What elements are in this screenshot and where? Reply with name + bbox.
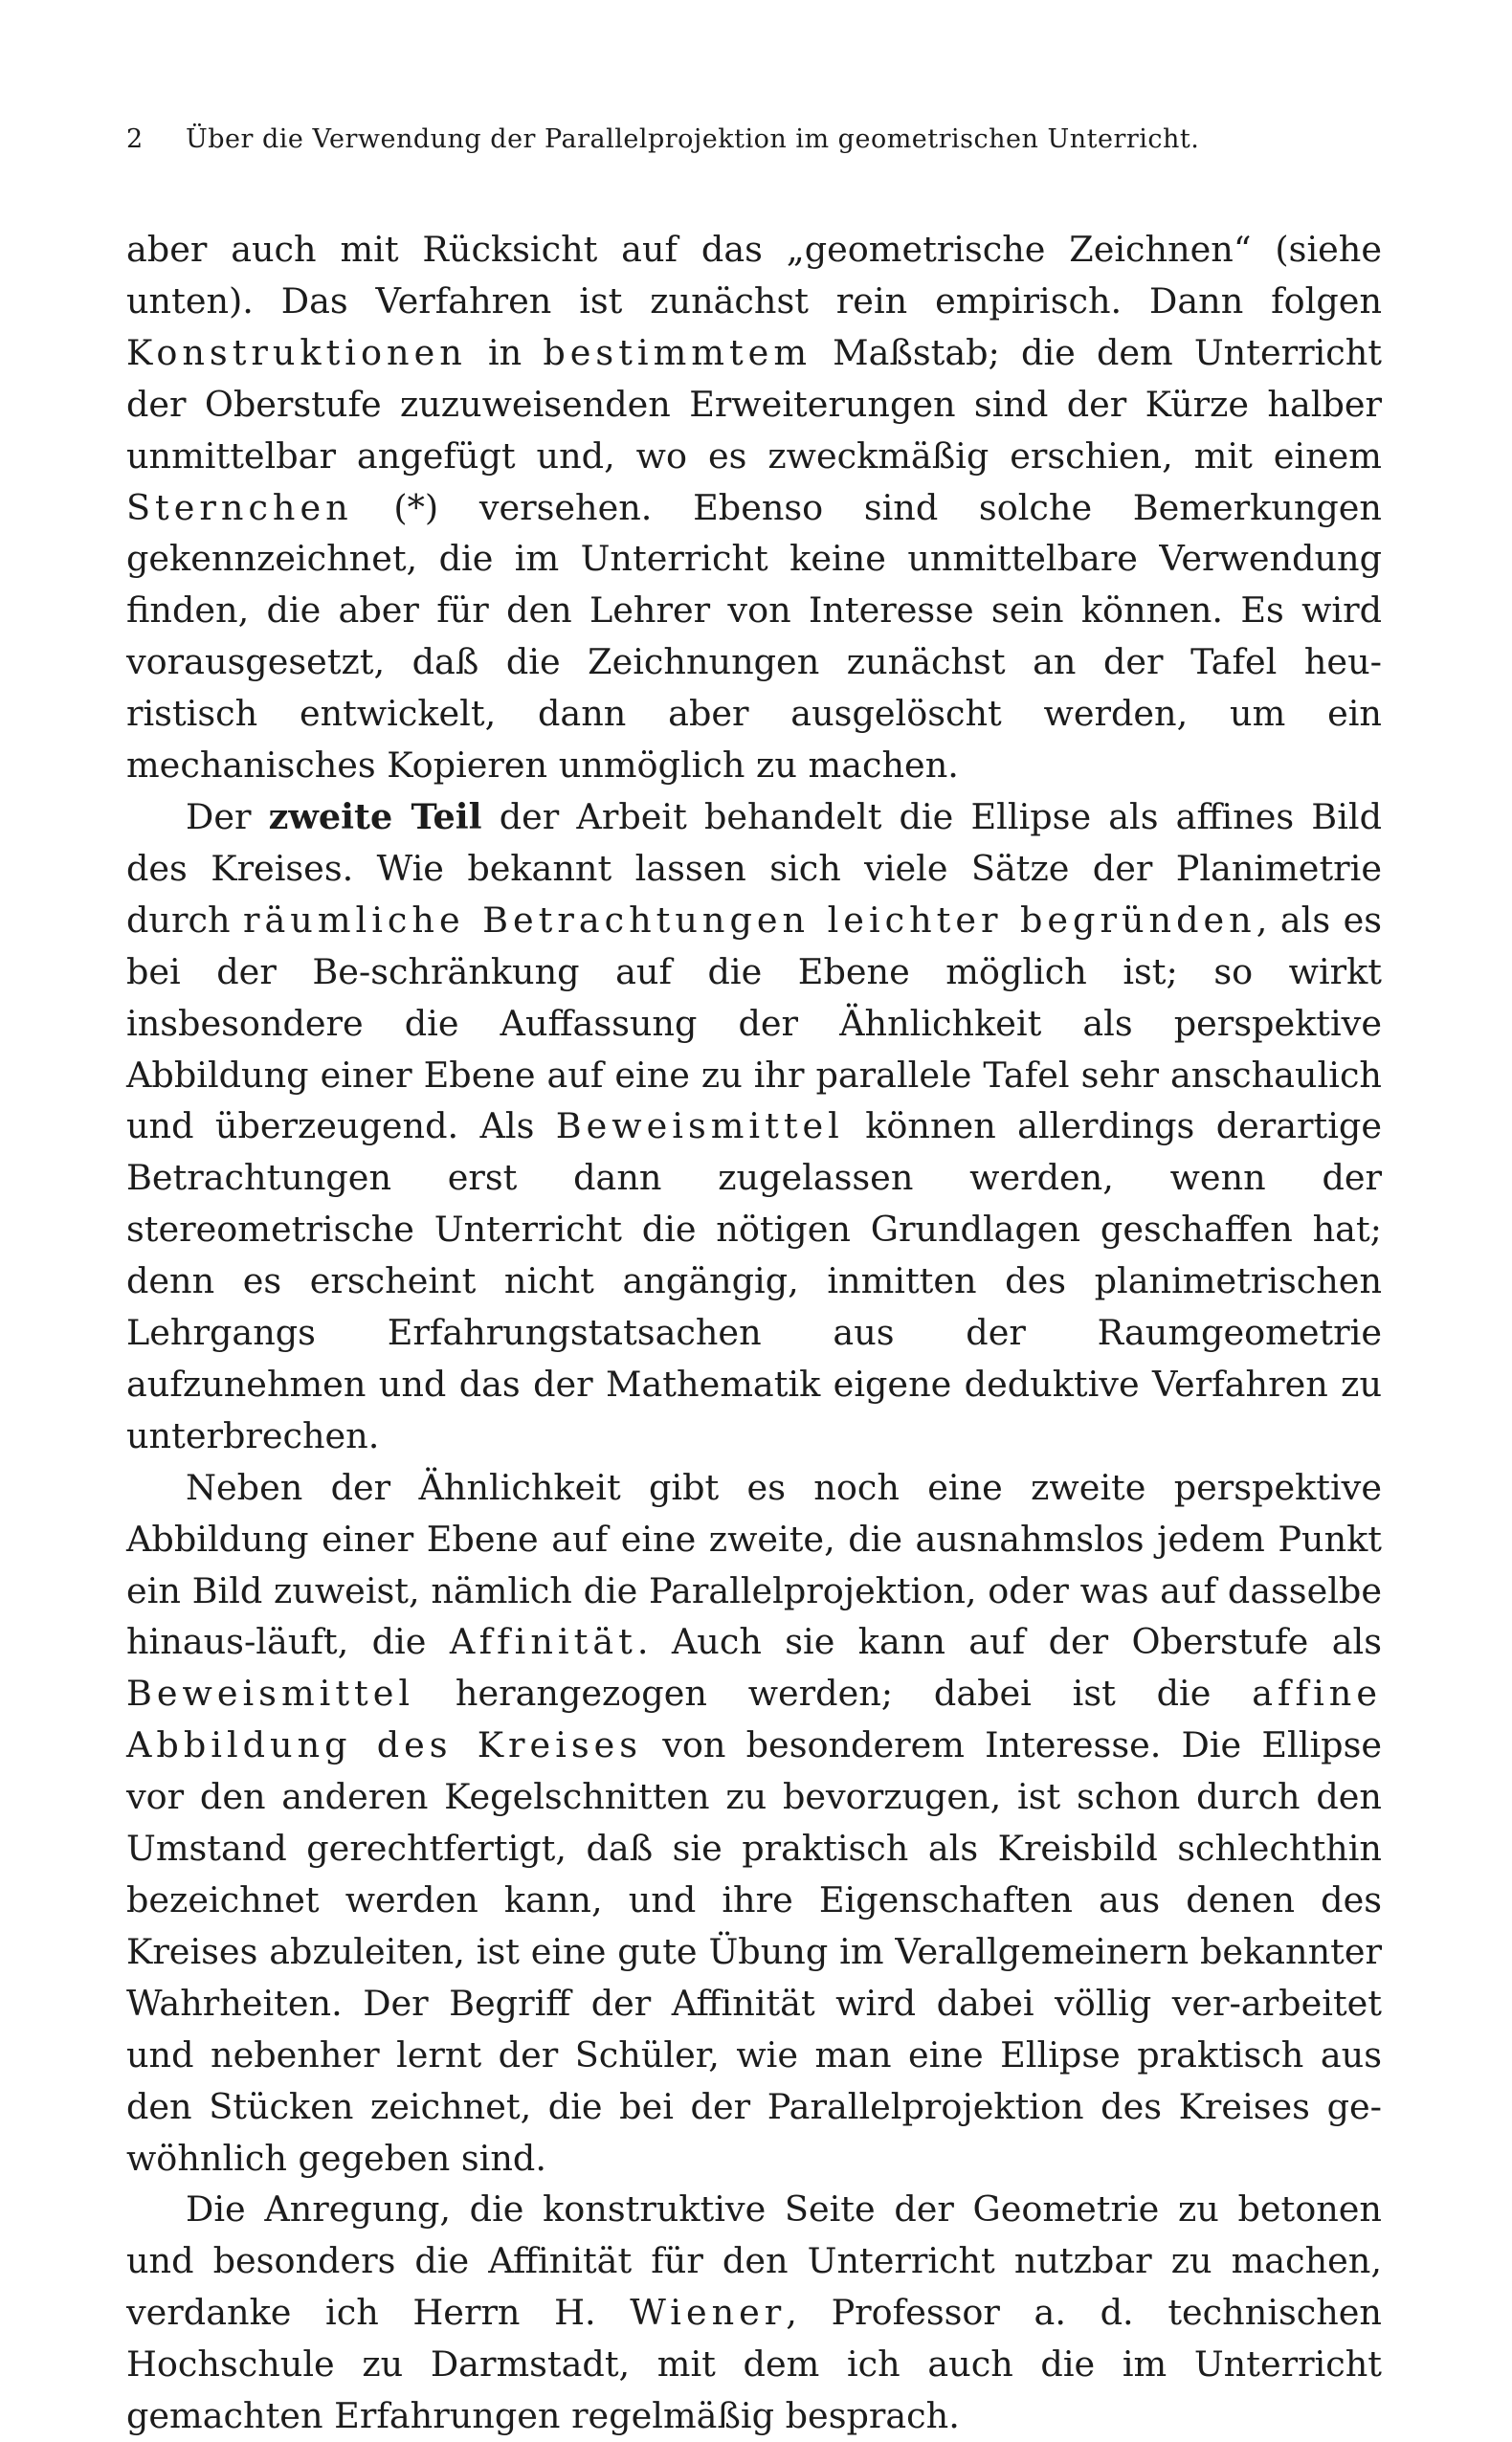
body-text [126,224,1382,2442]
emphasis-wiener: Wiener [630,2292,787,2334]
text-segment: , als es bei der Be-schränkung auf die Ebene möglich ist; so wirkt insbesondere die Auffassung der Ähnlichkeit als perspektive Abbildung einer Ebene auf eine zu ihr parallele Tafel sehr anschaulich und überzeugend. Als [126,899,1382,1147]
text-segment: der Arbeit behandelt die Ellipse als affines Bild des Kreises. Wie bekannt lassen sich viele Sätze der Planimetrie durch [126,795,1383,941]
text-segment: Neben der Ähnlichkeit gibt es noch eine zweite perspektive Abbildung einer Ebene auf eine zweite, die ausnahmslos jedem Punkt ein Bild zuweist, nämlich die Parallelprojektion, oder was auf dasselbe hinaus-läuft, die [126,1466,1382,1663]
emphasis-beweismittel: Beweismittel [126,1673,415,1715]
paragraph-3 [126,1462,1382,2185]
text-segment: herangezogen werden; dabei ist die [414,1673,1253,1715]
running-title: Über die Verwendung der Parallelprojektion im geometrischen Unterricht. [186,124,1200,154]
emphasis-konstruktionen: Konstruktionen [126,331,467,373]
text-segment: Der [186,795,269,837]
paragraph-1 [126,224,1382,791]
emphasis-raeumliche-betrachtungen: räumliche Betrachtungen leichter begründen [243,899,1256,941]
emphasis-bestimmtem: bestimmtem [543,331,812,373]
text-segment: in [466,331,544,373]
text-segment: aber auch mit Rücksicht auf das „geometrische Zeichnen“ (siehe unten). Das Verfahren ist zunächst rein empirisch. Dann folgen [126,229,1382,322]
text-segment: können allerdings derartige Betrachtungen erst dann zugelassen werden, wenn der stereometrische Unterricht die nötigen Grundlagen geschaffen hat; denn es erscheint nicht angängig, inmitten des planimetrischen Lehrgangs Erfahrungstatsachen aus der Raumgeometrie aufzunehmen und das der Mathematik eigene deduktive Verfahren zu unterbrechen. [126,1105,1382,1456]
emphasis-beweismittel: Beweismittel [555,1105,844,1147]
book-page [126,124,1382,2442]
emphasis-sternchen: Sternchen [126,486,353,528]
text-segment: . Auch sie kann auf der Oberstufe als [636,1621,1382,1663]
emphasis-affinitaet: Affinität [449,1621,637,1663]
text-segment: Maßstab; die dem Unterricht der Oberstufe zuzuweisenden Erweiterungen sind der Kürze halber unmittelbar angefügt und, wo es zweckmäßig erschien, mit einem [126,331,1382,477]
emphasis-zweite-teil: zweite Teil [268,795,482,837]
emphasis-affine-abbildung: affine Abbildung des Kreises [126,1673,1382,1766]
paragraph-4 [126,2184,1382,2442]
text-segment: Die Anregung, die konstruktive Seite der Geometrie zu betonen und besonders die Affinität für den Unterricht nutzbar zu machen, verdanke ich Herrn H. [126,2188,1382,2334]
running-header [126,124,1382,182]
text-segment: von besonderem Interesse. Die Ellipse vor den anderen Kegelschnitten zu bevorzugen, ist schon durch den Umstand gerechtfertigt, daß sie praktisch als Kreisbild schlechthin bezeichnet werden kann, und ihre Eigenschaften aus denen des Kreises abzuleiten, ist eine gute Übung im Verallgemeinern bekannter Wahrheiten. Der Begriff der Affinität wird dabei völlig ver-arbeitet und nebenher lernt der Schüler, wie man eine Ellipse praktisch aus den Stücken zeichnet, die bei der Parallelprojektion des Kreises ge-wöhnlich gegeben sind. [126,1724,1382,2179]
text-segment: (*) versehen. Ebenso sind solche Bemerkungen gekennzeichnet, die im Unterricht keine unmittelbare Verwendung finden, die aber für den Lehrer von Interesse sein können. Es wird vorausgesetzt, daß die Zeichnungen zunächst an der Tafel heu-ristisch entwickelt, dann aber ausgelöscht werden, um ein mechanisches Kopieren unmöglich zu machen. [126,486,1382,787]
text-segment: , Professor a. d. technischen Hochschule zu Darmstadt, mit dem ich auch die im Unterricht gemachten Erfahrungen regelmäßig besprach. [126,2292,1382,2437]
page-number: 2 [126,124,144,154]
paragraph-2 [126,791,1382,1462]
